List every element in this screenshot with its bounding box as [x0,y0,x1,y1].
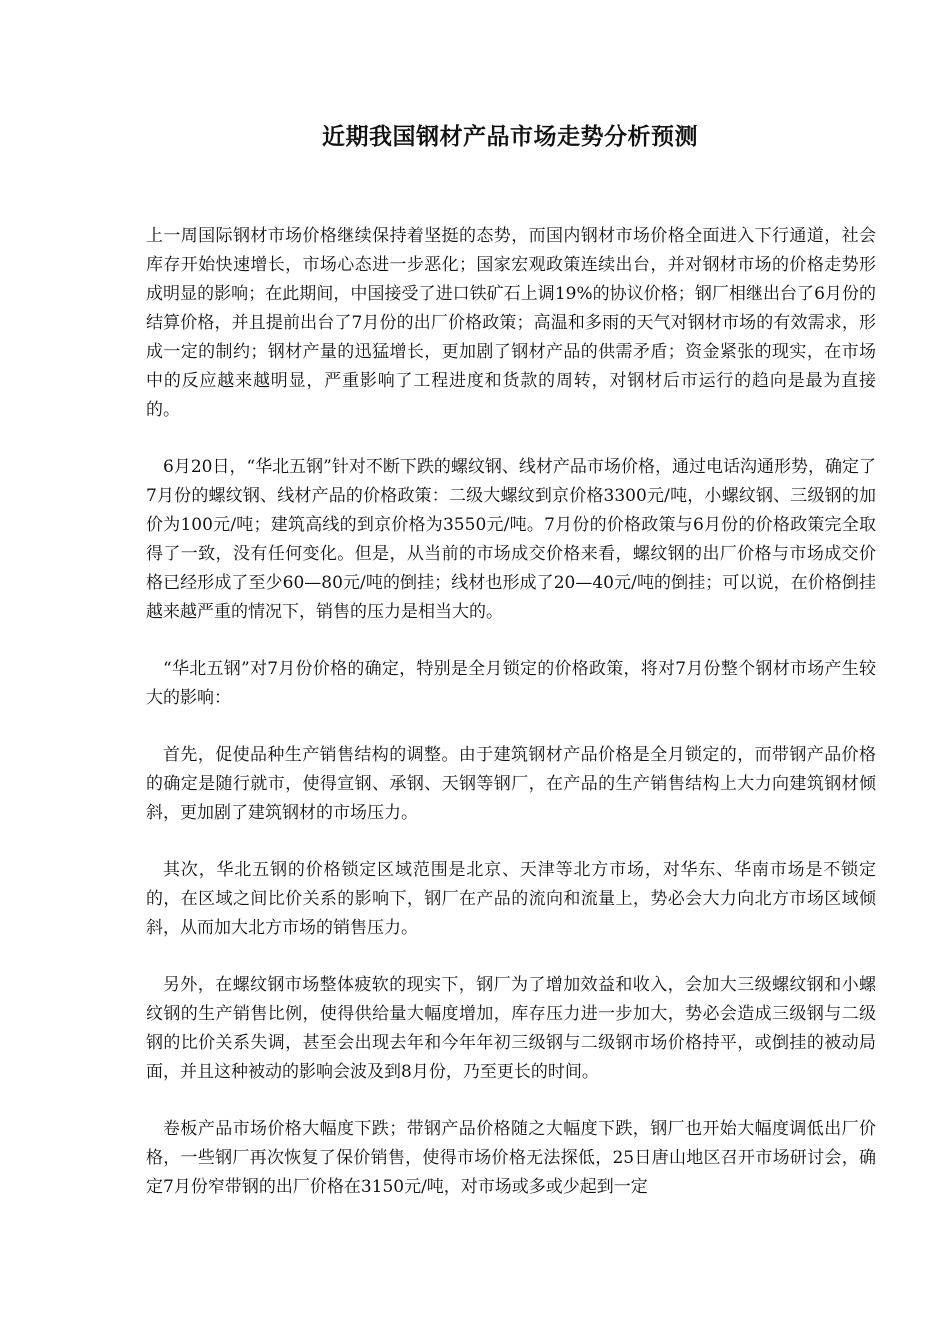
paragraph-second-point: 其次，华北五钢的价格锁定区域范围是北京、天津等北方市场，对华东、华南市场是不锁定的，在区域之间比价关系的影响下，钢厂在产品的流向和流量上，势必会大力向北方市场区域倾斜，从而加大北方市场的销售压力。 [146,860,876,938]
paragraph-intro: 上一周国际钢材市场价格继续保持着坚挺的态势，而国内钢材市场价格全面进入下行通道，社会库存开始快速增长，市场心态进一步恶化；国家宏观政策连续出台，并对钢材市场的价格走势形成明显的影响；在此期间，中国接受了进口铁矿石上调19%的协议价格；钢厂相继出台了6月份的结算价格，并且提前出台了7月份的出厂价格政策；高温和多雨的天气对钢材市场的有效需求，形成一定的制约；钢材产量的迅猛增长，更加剧了钢材产品的供需矛盾；资金紧张的现实，在市场中的反应越来越明显，严重影响了工程进度和货款的周转，对钢材后市运行的趋向是最为直接的。 [146,226,876,420]
document-title: 近期我国钢材产品市场走势分析预测 [322,123,698,150]
paragraph-first-point: 首先，促使品种生产销售结构的调整。由于建筑钢材产品价格是全月锁定的，而带钢产品价格的确定是随行就市，使得宣钢、承钢、天钢等钢厂，在产品的生产销售结构上大力向建筑钢材倾斜，更加剧了建筑钢材的市场压力。 [146,745,876,823]
paragraph-coil-strip-prices: 卷板产品市场价格大幅度下跌；带钢产品价格随之大幅度下跌，钢厂也开始大幅度调低出厂价格，一些钢厂再次恢复了保价销售，使得市场价格无法探低，25日唐山地区召开市场研讨会，确定7月份窄带钢的出厂价格在3150元/吨，对市场或多或少起到一定 [146,1119,876,1197]
paragraph-june-20-pricing: 6月20日，“华北五钢”针对不断下跌的螺纹钢、线材产品市场价格，通过电话沟通形势，确定了7月份的螺纹钢、线材产品的价格政策：二级大螺纹到京价格3300元/吨，小螺纹钢、三级钢的加价为100元/吨；建筑高线的到京价格为3550元/吨。7月份的价格政策与6月份的价格政策完全取得了一致，没有任何变化。但是，从当前的市场成交价格来看，螺纹钢的出厂价格与市场成交价格已经形成了至少60—80元/吨的倒挂；线材也形成了20—40元/吨的倒挂；可以说，在价格倒挂越来越严重的情况下，销售的压力是相当大的。 [146,457,876,622]
document-body [146,222,876,1230]
paragraph-third-point: 另外，在螺纹钢市场整体疲软的现实下，钢厂为了增加效益和收入，会加大三级螺纹钢和小螺纹钢的生产销售比例，使得供给量大幅度增加，库存压力进一步加大，势必会造成三级钢与二级钢的比价关系失调，甚至会出现去年和今年年初三级钢与二级钢市场价格持平，或倒挂的被动局面，并且这种被动的影响会波及到8月份，乃至更长的时间。 [146,975,876,1082]
paragraph-july-pricing-impact: “华北五钢”对7月份价格的确定，特别是全月锁定的价格政策，将对7月份整个钢材市场产生较大的影响： [146,659,876,708]
